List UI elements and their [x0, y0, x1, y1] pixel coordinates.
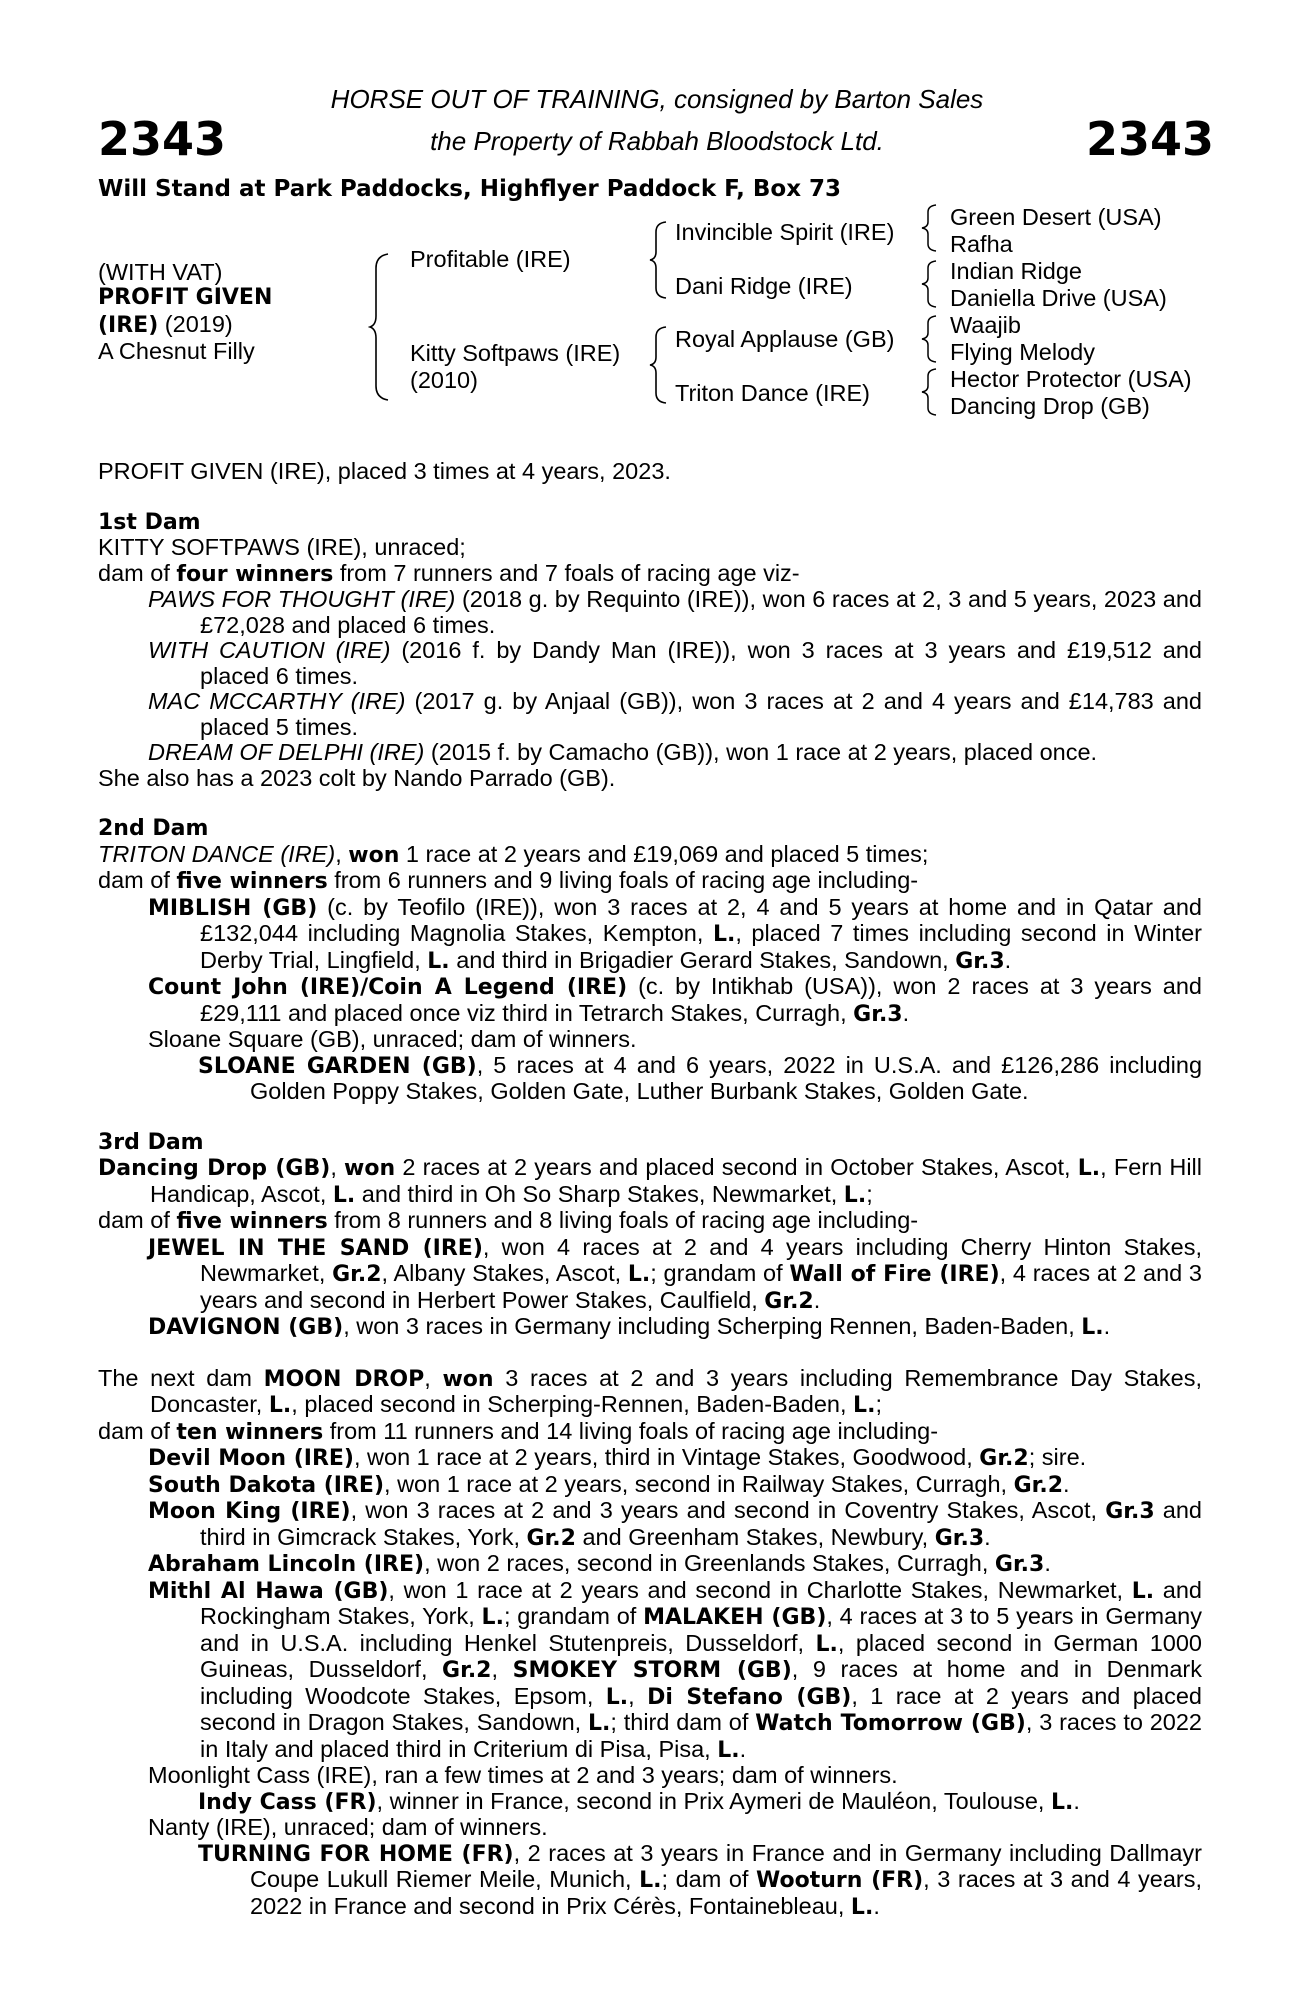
second-dam-entry: Sloane Square (GB), unraced; dam of winners.: [148, 1026, 637, 1052]
next-dam-entry: Moon King (IRE), won 3 races at 2 and 3 years and second in Coventry Stakes, Ascot, Gr.3 and third in Gimcrack Stakes, York, Gr.2 and Greenham Stakes, Newbury, Gr.3.: [148, 1497, 1202, 1551]
next-dam-produce-summary: dam of ten winners from 11 runners and 14 living foals of racing age including-: [98, 1417, 939, 1445]
pedigree-ss-dam: Rafha: [950, 231, 1013, 257]
third-dam-heading: 3rd Dam: [98, 1129, 204, 1155]
pedigree-ds-dam: Flying Melody: [950, 339, 1095, 365]
first-dam-produce-summary: dam of four winners from 7 runners and 7 foals of racing age viz-: [98, 559, 800, 587]
pedigree-brace-dam: [648, 325, 672, 405]
third-dam-entry: JEWEL IN THE SAND (IRE), won 4 races at 2 and 4 years including Cherry Hinton Stakes, Newmarket, Gr.2, Albany Stakes, Ascot, L.; grandam of Wall of Fire (IRE), 4 races at 2 and 3 years and second in Herbert Power Stakes, Caulfield, Gr.2.: [148, 1233, 1203, 1314]
pedigree-dd-sire: Hector Protector (USA): [950, 366, 1192, 392]
pedigree-dam-dam: Triton Dance (IRE): [675, 380, 871, 406]
pedigree-dam-year: (2010): [410, 367, 478, 393]
stand-location: Will Stand at Park Paddocks, Highflyer Paddock F, Box 73: [98, 176, 842, 202]
pedigree-brace-sire: [648, 220, 672, 300]
horse-description: A Chesnut Filly: [98, 338, 255, 364]
horse-year: (2019): [158, 311, 233, 337]
horse-name: PROFIT GIVEN: [98, 285, 273, 310]
pedigree-brace-ds: [920, 314, 942, 364]
second-dam-produce-summary: dam of five winners from 6 runners and 9 living foals of racing age including-: [98, 867, 919, 894]
first-dam-line: KITTY SOFTPAWS (IRE), unraced;: [98, 534, 466, 560]
first-dam-entry: PAWS FOR THOUGHT (IRE) (2018 g. by Requinto (IRE)), won 6 races at 2, 3 and 5 years, 2023 and £72,028 and placed 6 times.: [148, 586, 1202, 638]
lot-number-left: 2343: [98, 112, 227, 166]
second-dam-heading: 2nd Dam: [98, 816, 209, 841]
horse-suffix-year: [98, 311, 233, 338]
pedigree-brace-main: [368, 252, 394, 402]
first-dam-heading: 1st Dam: [98, 509, 201, 535]
next-dam-entry: Mithl Al Hawa (GB), won 1 race at 2 years and second in Charlotte Stakes, Newmarket, L. and Rockingham Stakes, York, L.; grandam of MALAKEH (GB), 4 races at 3 to 5 years in Germany and in U.S.A. including Henkel Stutenpreis, Dusseldorf, L., placed second in German 1000 Guineas, Dusseldorf, Gr.2, SMOKEY STORM (GB), 9 races at home and in Denmark including Woodcote Stakes, Epsom, L., Di Stefano (GB), 1 race at 2 years and placed second in Dragon Stakes, Sandown, L.; third dam of Watch Tomorrow (GB), 3 races to 2022 in Italy and placed third in Criterium di Pisa, Pisa, L..: [148, 1576, 1203, 1763]
second-dam-entry: Count John (IRE)/Coin A Legend (IRE) (c. by Intikhab (USA)), won 2 races at 3 years and £29,111 and placed once viz third in Tetrarch Stakes, Curragh, Gr.3.: [148, 973, 1202, 1027]
next-dam-grandproduce: TURNING FOR HOME (FR), 2 races at 3 years in France and in Germany including Dallmayr Coupe Lukull Riemer Meile, Munich, L.; dam of Wooturn (FR), 3 races at 3 and 4 years, 2022 in France and second in Prix Cérès, Fontainebleau, L..: [198, 1839, 1203, 1920]
horse-country: (IRE): [98, 313, 159, 338]
pedigree-sire-sire: Invincible Spirit (IRE): [675, 219, 895, 245]
next-dam-entry: South Dakota (IRE), won 1 race at 2 years, second in Railway Stakes, Curragh, Gr.2.: [148, 1470, 1070, 1498]
first-dam-entry: MAC MCCARTHY (IRE) (2017 g. by Anjaal (GB)), won 3 races at 2 and 4 years and £14,783 and placed 5 times.: [148, 688, 1203, 740]
consignment-line: HORSE OUT OF TRAINING, consigned by Barton Sales: [330, 84, 984, 114]
second-dam-entry: MIBLISH (GB) (c. by Teofilo (IRE)), won 3 races at 2, 4 and 5 years at home and in Qatar and £132,044 including Magnolia Stakes, Kempton, L., placed 7 times including second in Winter Derby Trial, Lingfield, L. and third in Brigadier Gerard Stakes, Sandown, Gr.3.: [148, 893, 1203, 974]
pedigree-dam-sire: Royal Applause (GB): [675, 326, 895, 352]
next-dam-grandproduce: Indy Cass (FR), winner in France, second in Prix Aymeri de Mauléon, Toulouse, L..: [198, 1787, 1080, 1815]
next-dam-entry: Abraham Lincoln (IRE), won 2 races, second in Greenlands Stakes, Curragh, Gr.3.: [148, 1550, 1051, 1577]
pedigree-brace-sd: [920, 259, 942, 309]
pedigree-dd-dam: Dancing Drop (GB): [950, 393, 1150, 419]
lot-number-right: 2343: [1086, 112, 1215, 166]
pedigree-sire: Profitable (IRE): [410, 246, 571, 272]
pedigree-sd-dam: Daniella Drive (USA): [950, 285, 1167, 311]
first-dam-note: She also has a 2023 colt by Nando Parrado (GB).: [98, 764, 616, 791]
third-dam-produce-summary: dam of five winners from 8 runners and 8 living foals of racing age including-: [98, 1207, 919, 1234]
pedigree-sd-sire: Indian Ridge: [950, 258, 1082, 284]
summary-line: PROFIT GIVEN (IRE), placed 3 times at 4 years, 2023.: [98, 458, 671, 484]
pedigree-dam: Kitty Softpaws (IRE): [410, 340, 621, 366]
vat-note: (WITH VAT): [98, 259, 223, 285]
third-dam-entry: DAVIGNON (GB), won 3 races in Germany including Scherping Rennen, Baden-Baden, L..: [148, 1313, 1111, 1340]
pedigree-sire-dam: Dani Ridge (IRE): [675, 273, 853, 299]
pedigree-brace-dd: [920, 367, 942, 417]
next-dam-entry: Devil Moon (IRE), won 1 race at 2 years, third in Vintage Stakes, Goodwood, Gr.2; sire.: [148, 1444, 1087, 1471]
next-dam-entry: Nanty (IRE), unraced; dam of winners.: [148, 1814, 548, 1840]
catalogue-body: [98, 459, 1202, 1920]
first-dam-entry: DREAM OF DELPHI (IRE) (2015 f. by Camacho (GB)), won 1 race at 2 years, placed once.: [148, 739, 1098, 765]
second-dam-grandproduce: SLOANE GARDEN (GB), 5 races at 4 and 6 years, 2022 in U.S.A. and £126,286 including Golden Poppy Stakes, Golden Gate, Luther Burbank Stakes, Golden Gate.: [198, 1051, 1203, 1104]
next-dam-line: The next dam MOON DROP, won 3 races at 2 and 3 years including Remembrance Day Stakes, Doncaster, L., placed second in Scherping-Rennen, Baden-Baden, L.;: [98, 1364, 1202, 1418]
first-dam-entry: WITH CAUTION (IRE) (2016 f. by Dandy Man (IRE)), won 3 races at 3 years and £19,512 and placed 6 times.: [148, 637, 1203, 689]
property-line: the Property of Rabbah Bloodstock Ltd.: [430, 126, 884, 156]
pedigree-ds-sire: Waajib: [950, 312, 1021, 338]
third-dam-line: Dancing Drop (GB), won 2 races at 2 years and placed second in October Stakes, Ascot, L., Fern Hill Handicap, Ascot, L. and third in Oh So Sharp Stakes, Newmarket, L.;: [98, 1154, 1202, 1208]
second-dam-line: TRITON DANCE (IRE), won 1 race at 2 years and £19,069 and placed 5 times;: [98, 840, 929, 868]
next-dam-entry: Moonlight Cass (IRE), ran a few times at 2 and 3 years; dam of winners.: [148, 1762, 898, 1788]
pedigree-brace-ss: [920, 203, 942, 253]
pedigree-ss-sire: Green Desert (USA): [950, 204, 1162, 230]
